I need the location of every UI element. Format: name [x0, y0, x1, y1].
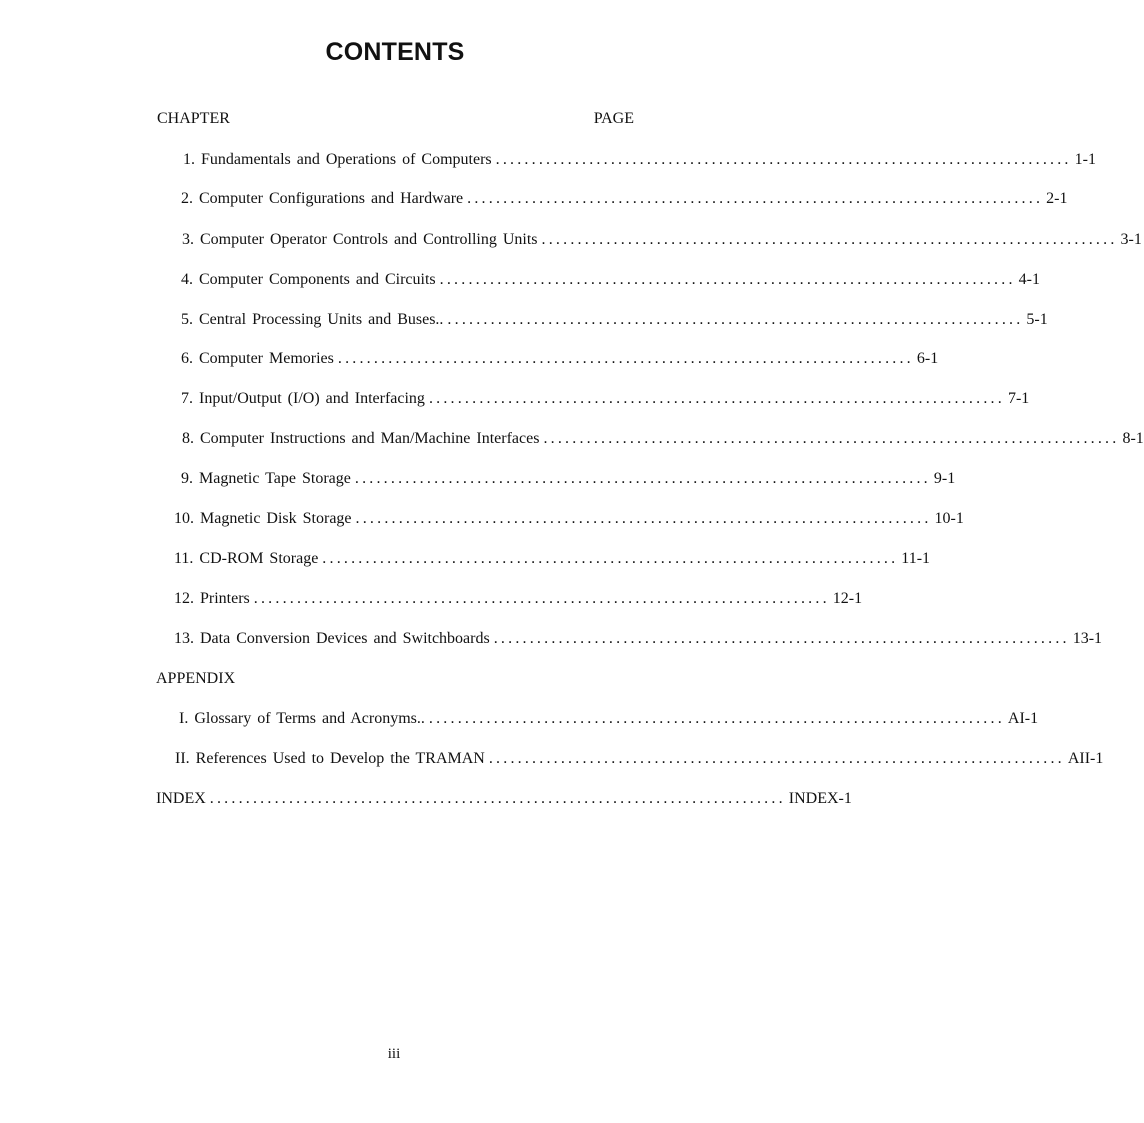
toc-entry-chapter-12[interactable] [174, 589, 863, 609]
toc-entry-page: 4-1 [1018, 271, 1040, 288]
toc-entry-chapter-1[interactable] [183, 150, 1096, 170]
toc-entry-page: 8-1 [1122, 430, 1144, 447]
toc-entry-chapter-5[interactable] [181, 310, 1048, 330]
toc-entry-page: 5-1 [1026, 311, 1048, 328]
toc-entry-page: AI-1 [1007, 710, 1039, 727]
leader-dots: ................................................................................ [488, 750, 1065, 767]
toc-entry-label: 10. Magnetic Disk Storage [174, 510, 352, 527]
leader-dots: ................................................................................ [209, 790, 786, 807]
toc-entry-page: INDEX-1 [788, 790, 852, 807]
leader-dots: ................................................................................ [428, 390, 1005, 407]
toc-entry-appendix-1[interactable] [179, 709, 1039, 729]
appendix-heading: APPENDIX [156, 670, 236, 687]
page-number: iii [387, 1046, 401, 1062]
toc-entry-label: 7. Input/Output (I/O) and Interfacing [181, 390, 425, 407]
toc-entry-appendix-2[interactable] [175, 749, 1104, 769]
toc-entry-chapter-11[interactable] [174, 549, 931, 569]
toc-entry-chapter-13[interactable] [174, 629, 1103, 649]
toc-entry-page: 7-1 [1007, 390, 1030, 407]
chapter-column-header: CHAPTER [157, 110, 230, 127]
page-title: CONTENTS [325, 38, 465, 66]
toc-entry-page: 3-1 [1120, 231, 1142, 248]
toc-entry-label: 12. Printers [174, 590, 250, 607]
leader-dots: ................................................................................ [428, 710, 1005, 727]
toc-entry-label: 5. Central Processing Units and Buses.. [181, 311, 444, 328]
page-column-header: PAGE [593, 110, 634, 127]
leader-dots: ................................................................................ [467, 190, 1044, 207]
leader-dots: ................................................................................ [541, 231, 1118, 248]
toc-entry-chapter-9[interactable] [181, 469, 956, 489]
toc-entry-label: 13. Data Conversion Devices and Switchboards [174, 630, 490, 647]
toc-entry-label: I. Glossary of Terms and Acronyms.. [179, 710, 425, 727]
toc-entry-chapter-6[interactable] [181, 349, 939, 369]
leader-dots: ................................................................................ [355, 510, 932, 527]
toc-entry-label: 9. Magnetic Tape Storage [181, 470, 351, 487]
toc-entry-label: 3. Computer Operator Controls and Controlling Units [182, 231, 538, 248]
toc-entry-label: 2. Computer Configurations and Hardware [181, 190, 464, 207]
leader-dots: ................................................................................ [447, 311, 1024, 328]
leader-dots: ................................................................................ [495, 151, 1072, 168]
toc-entry-label: II. References Used to Develop the TRAMAN [175, 750, 485, 767]
leader-dots: ................................................................................ [322, 550, 899, 567]
toc-entry-page: 2-1 [1046, 190, 1068, 207]
toc-entry-label: INDEX [156, 790, 206, 807]
toc-entry-page: 6-1 [916, 350, 939, 367]
toc-entry-chapter-7[interactable] [181, 389, 1030, 409]
toc-entry-page: 12-1 [832, 590, 863, 607]
leader-dots: ................................................................................ [493, 630, 1070, 647]
toc-entry-chapter-2[interactable] [181, 189, 1068, 209]
toc-entry-label: 11. CD-ROM Storage [174, 550, 319, 567]
toc-entry-index[interactable] [156, 789, 852, 809]
toc-entry-page: 9-1 [933, 470, 956, 487]
toc-entry-page: 13-1 [1072, 630, 1103, 647]
leader-dots: ................................................................................ [337, 350, 914, 367]
toc-entry-label: 4. Computer Components and Circuits [181, 271, 436, 288]
toc-entry-page: AII-1 [1067, 750, 1104, 767]
toc-entry-label: 8. Computer Instructions and Man/Machine Interfaces [182, 430, 540, 447]
toc-entry-page: 1-1 [1074, 151, 1096, 168]
leader-dots: ................................................................................ [354, 470, 931, 487]
toc-entry-label: 6. Computer Memories [181, 350, 334, 367]
toc-entry-label: 1. Fundamentals and Operations of Computers [183, 151, 492, 168]
leader-dots: ................................................................................ [253, 590, 830, 607]
toc-entry-chapter-10[interactable] [174, 509, 964, 529]
leader-dots: ................................................................................ [439, 271, 1016, 288]
toc-entry-chapter-8[interactable] [182, 429, 1144, 449]
toc-entry-chapter-3[interactable] [182, 230, 1142, 250]
leader-dots: ................................................................................ [543, 430, 1120, 447]
toc-entry-page: 11-1 [901, 550, 931, 567]
toc-entry-chapter-4[interactable] [181, 270, 1040, 290]
toc-entry-page: 10-1 [934, 510, 964, 527]
